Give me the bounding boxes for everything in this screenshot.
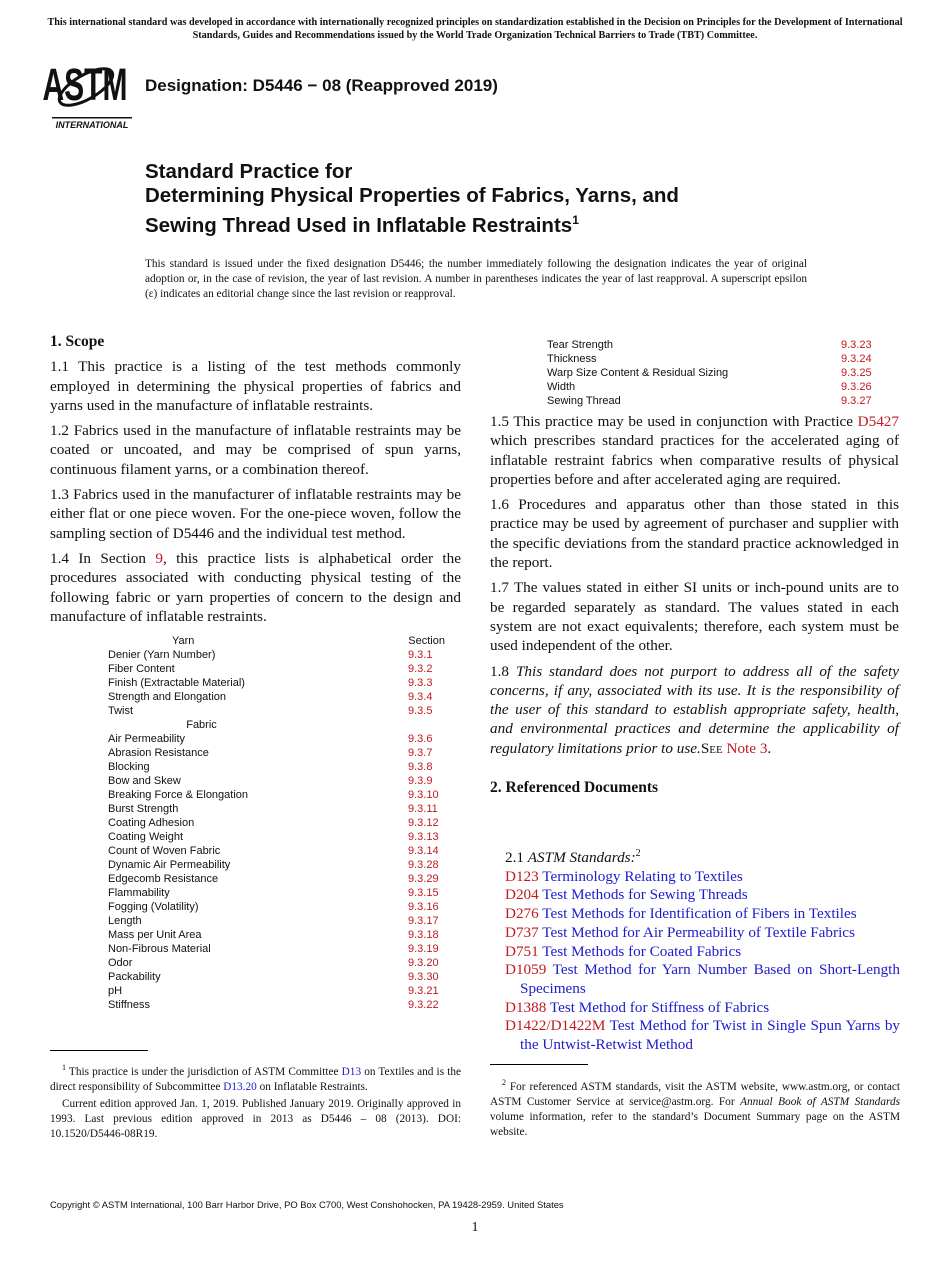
- footnote-2: [490, 1075, 900, 1142]
- text: on Inflatable Restraints.: [256, 1080, 368, 1093]
- table-row: [108, 788, 445, 802]
- standard-code-link[interactable]: D276: [505, 905, 539, 923]
- footnote-ref: 1: [572, 213, 579, 227]
- property-name: Tear Strength: [547, 339, 614, 351]
- table-row: [547, 380, 875, 394]
- section-link[interactable]: 9.3.19: [408, 943, 439, 956]
- text: 1.8: [490, 662, 516, 680]
- footnote-divider: [50, 1050, 148, 1051]
- section-link[interactable]: 9.3.28: [408, 859, 439, 872]
- text: ASTM Standards:: [527, 849, 636, 867]
- section-link[interactable]: 9.3.18: [408, 929, 439, 942]
- paragraph: 1.6 Procedures and apparatus other than those stated in this practice may be used by agreement of purchaser and supplier with the specific deviations from the standard practice acknowledged in the report.: [490, 496, 899, 572]
- section-link[interactable]: 9.3.23: [841, 339, 872, 351]
- standard-code-link[interactable]: D1422/D1422M: [505, 1017, 606, 1035]
- paragraph: [490, 662, 899, 758]
- referenced-documents: [505, 845, 900, 1055]
- property-table: [50, 634, 445, 1012]
- reference-item: [505, 924, 900, 943]
- table-row: [108, 900, 445, 914]
- table-row: [108, 872, 445, 886]
- standard-code-link[interactable]: D737: [505, 923, 539, 941]
- standard-title-link[interactable]: Test Methods for Coated Fabrics: [542, 942, 742, 960]
- paragraph: [50, 549, 461, 626]
- svg-text:INTERNATIONAL: INTERNATIONAL: [55, 120, 129, 130]
- section-link[interactable]: 9.3.13: [408, 831, 439, 844]
- standard-code-link[interactable]: D751: [505, 942, 539, 960]
- svg-text:ASTM: ASTM: [42, 59, 128, 111]
- section-link[interactable]: 9.3.5: [408, 705, 433, 718]
- paragraph: 1.1 This practice is a listing of the test methods commonly employed in determining the physical properties of fabrics and yarns used in the manufacture of inflatable restraints.: [50, 358, 461, 414]
- right-column: [490, 412, 899, 803]
- paragraph: [490, 412, 899, 489]
- property-name: Edgecomb Resistance: [108, 873, 219, 886]
- property-name: Odor: [108, 957, 133, 970]
- table-row: [108, 662, 445, 676]
- committee-link[interactable]: D13: [341, 1065, 362, 1078]
- standard-code-link[interactable]: D1059: [505, 961, 547, 979]
- property-name: Stiffness: [108, 999, 150, 1012]
- paragraph: 1.3 Fabrics used in the manufacturer of inflatable restraints may be either flat or one piece woven. For the one-piece woven, follow the sampling section of D5446 and the individual test method.: [50, 486, 461, 542]
- edition-note: Current edition approved Jan. 1, 2019. Published January 2019. Originally approved in 1993. Last previous edition approved in 2013 as D5446 – 08 (2013). DOI: 10.1520/D5446-08R19.: [50, 1097, 461, 1140]
- standard-title-link[interactable]: Test Method for Stiffness of Fabrics: [549, 998, 770, 1016]
- issuance-note: This standard is issued under the fixed designation D5446; the number immediately following the designation indicates the year of original adoption or, in the case of revision, the year of last revision. A number in parentheses indicates the year of last reapproval. A superscript epsilon (ε) indicates an editorial change since the last revision or reapproval.: [145, 258, 807, 300]
- property-name: Coating Weight: [108, 831, 184, 844]
- table-row: [547, 352, 875, 366]
- table-row: [108, 690, 445, 704]
- title-line: Sewing Thread Used in Inflatable Restraints: [145, 213, 573, 237]
- property-name: pH: [108, 985, 123, 998]
- property-name: Breaking Force & Elongation: [108, 789, 249, 802]
- table-row: [108, 760, 445, 774]
- reference-item: [505, 886, 900, 905]
- table-row: [108, 844, 445, 858]
- property-name: Denier (Yarn Number): [108, 649, 216, 662]
- paragraph: 1.7 The values stated in either SI units or inch-pound units are to be regarded separately as standard. The values stated in each system are not exact equivalents; therefore, each system must be used independent of the other.: [490, 579, 899, 655]
- reference-item: [505, 961, 900, 998]
- designation: Designation: D5446 − 08 (Reapproved 2019): [145, 76, 498, 95]
- table-row: [547, 394, 875, 408]
- table-row: [108, 774, 445, 788]
- footnote-mark: 2: [502, 1078, 506, 1087]
- title-line: Determining Physical Properties of Fabrics, Yarns, and: [145, 184, 679, 207]
- property-name: Finish (Extractable Material): [108, 677, 245, 690]
- text: 1.5 This practice may be used in conjunction with Practice: [490, 413, 858, 430]
- text: Annual Book of ASTM Standards: [740, 1095, 900, 1108]
- table-row: [108, 732, 445, 746]
- left-column: [50, 332, 461, 1012]
- text: which prescribes standard practices for the accelerated aging of inflatable restraint fabrics when comparative results of physical properties before and after accelerated aging are required.: [490, 432, 899, 488]
- section-link[interactable]: 9.3.24: [841, 353, 872, 365]
- section-link[interactable]: 9.3.21: [408, 985, 439, 998]
- reference-item: [505, 943, 900, 962]
- standard-code-link[interactable]: D123: [505, 867, 539, 885]
- footnote-divider: [490, 1064, 588, 1065]
- standard-title-link[interactable]: Test Method for Twist in Single Spun Yarns by the Untwist-Retwist Method: [520, 1017, 901, 1054]
- table-row: [108, 928, 445, 942]
- text: 1.4 In Section: [50, 549, 156, 567]
- section-link[interactable]: 9.3.6: [408, 733, 433, 746]
- reference-item: [505, 999, 900, 1018]
- col-header: Yarn: [171, 635, 195, 648]
- standard-title-link[interactable]: Test Method for Yarn Number Based on Short-Length Specimens: [520, 961, 900, 997]
- subcommittee-link[interactable]: D13.20: [223, 1080, 257, 1093]
- property-name: Thickness: [547, 353, 597, 365]
- section-link[interactable]: 9.3.11: [408, 803, 438, 816]
- table-row: [108, 648, 445, 662]
- section-link[interactable]: 9.3.15: [408, 887, 439, 900]
- document-title: [145, 160, 865, 238]
- table-row: [108, 984, 445, 998]
- section-link[interactable]: 9.3.17: [408, 915, 439, 928]
- standard-title-link[interactable]: Test Methods for Identification of Fibers in Textiles: [542, 905, 857, 923]
- paragraph: 1.2 Fabrics used in the manufacture of inflatable restraints may be coated or uncoated, and may be comprised of spun yarns, continuous filament yarns, or a combination thereof.: [50, 422, 461, 478]
- text: 2.1: [505, 849, 528, 867]
- section-link[interactable]: 9.3.22: [408, 999, 439, 1012]
- astm-logo: [42, 55, 134, 133]
- table-row: [108, 830, 445, 844]
- table-row: [108, 970, 445, 984]
- property-name: Bow and Skew: [108, 775, 181, 788]
- property-name: Fiber Content: [108, 663, 175, 676]
- table-row: [108, 956, 445, 970]
- property-name: Blocking: [108, 761, 150, 774]
- section-link[interactable]: 9.3.4: [408, 691, 433, 704]
- property-name: Non-Fibrous Material: [108, 943, 211, 956]
- text: This practice is under the jurisdiction of ASTM Committee: [68, 1065, 342, 1078]
- section-link[interactable]: 9.3.12: [408, 817, 439, 830]
- property-name: Width: [547, 381, 576, 393]
- section-heading: 1. Scope: [50, 333, 105, 350]
- footnote-1: [50, 1060, 461, 1144]
- text: , this practice lists is alphabetical order the procedures associated with conducting physical testing of the following fabric or yarn properties of concern to the design and manufacture of inflatable restraints.: [50, 549, 461, 625]
- table-row: [108, 676, 445, 690]
- footnote-ref: 2: [635, 848, 641, 859]
- text: volume information, refer to the standard’s Document Summary page on the ASTM website.: [490, 1110, 900, 1138]
- section-link[interactable]: 9.3.3: [408, 677, 433, 690]
- property-table-continued: [547, 338, 875, 408]
- property-name: Coating Adhesion: [108, 817, 195, 830]
- reference-item: [505, 1017, 900, 1054]
- property-name: Abrasion Resistance: [108, 747, 209, 760]
- property-name: Strength and Elongation: [108, 691, 227, 704]
- section-link[interactable]: 9.3.26: [841, 381, 872, 393]
- table-row: [108, 886, 445, 900]
- table-row: [108, 914, 445, 928]
- text: on Textiles and is the direct responsibility of Subcommittee: [50, 1065, 462, 1093]
- title-line: Standard Practice for: [145, 160, 353, 183]
- table-row: [108, 816, 445, 830]
- section-link[interactable]: 9.3.14: [408, 845, 439, 858]
- property-name: Sewing Thread: [547, 395, 621, 407]
- section-link[interactable]: 9.3.7: [408, 747, 433, 760]
- section-link[interactable]: 9.3.1: [408, 649, 433, 662]
- table-row: [547, 338, 875, 352]
- standard-title-link[interactable]: Terminology Relating to Textiles: [542, 867, 743, 885]
- section-link[interactable]: 9.3.20: [408, 957, 439, 970]
- note-link[interactable]: Note 3: [726, 739, 768, 757]
- section-link[interactable]: 9.3.16: [408, 901, 439, 914]
- standard-title-link[interactable]: Test Methods for Sewing Threads: [542, 886, 748, 904]
- section-link[interactable]: 9.3.2: [408, 663, 433, 676]
- standard-code-link[interactable]: D204: [505, 886, 539, 904]
- footnote-mark: 1: [62, 1063, 66, 1072]
- section-link[interactable]: 9.3.29: [408, 873, 439, 886]
- section-link[interactable]: 9.3.8: [408, 761, 433, 774]
- property-name: Fogging (Volatility): [108, 901, 199, 914]
- wto-notice: This international standard was developed in accordance with internationally recognized principles on standardization established in the Decision on Principles for the Development of International Standards, Guides and Recommendations issued by the World Trade Organization Technical Barriers to Trade (TBT) Committee.: [47, 17, 903, 41]
- copyright: Copyright © ASTM International, 100 Barr Harbor Drive, PO Box C700, West Conshohocken, PA 19428-2959. United States: [50, 1199, 564, 1210]
- property-name: Air Permeability: [108, 733, 186, 746]
- text: For referenced ASTM standards, visit the ASTM website, www.astm.org, or contact ASTM Customer Service at service@astm.org. For: [490, 1080, 900, 1108]
- table-row: [108, 802, 445, 816]
- col-header: Section: [408, 635, 445, 648]
- table-row: [108, 998, 445, 1012]
- table-row: [108, 704, 445, 718]
- table-row: [108, 858, 445, 872]
- text: See: [700, 739, 727, 757]
- section-link[interactable]: 9.3.30: [408, 971, 439, 984]
- table-row: [108, 746, 445, 760]
- property-name: Count of Woven Fabric: [108, 845, 221, 858]
- section-link[interactable]: 9.3.9: [408, 775, 433, 788]
- property-name: Flammability: [108, 887, 170, 900]
- reference-item: [505, 905, 900, 924]
- table-row: [108, 942, 445, 956]
- text: This standard does not purport to address all of the safety concerns, if any, associated with its use. It is the responsibility of the user of this standard to establish appropriate safety, health, and environmental practices and determine the applicability of regulatory limitations prior to use.: [490, 662, 900, 757]
- text: .: [767, 739, 772, 757]
- property-name: Dynamic Air Permeability: [108, 859, 231, 872]
- property-name: Warp Size Content & Residual Sizing: [547, 367, 729, 379]
- section-heading: 2. Referenced Documents: [490, 779, 659, 797]
- property-name: Twist: [108, 705, 134, 718]
- subheading: [505, 845, 900, 868]
- property-name: Mass per Unit Area: [108, 929, 202, 942]
- standard-code-link[interactable]: D1388: [505, 998, 547, 1016]
- reference-item: [505, 868, 900, 887]
- property-name: Burst Strength: [108, 803, 179, 816]
- section-link[interactable]: 9.3.25: [841, 367, 872, 379]
- property-name: Length: [108, 915, 142, 928]
- section-link[interactable]: 9.3.27: [841, 395, 872, 407]
- property-name: Packability: [108, 971, 161, 984]
- table-row: [547, 366, 875, 380]
- standard-link[interactable]: D5427: [857, 413, 899, 430]
- group-label: Fabric: [186, 719, 217, 732]
- page-number: 1: [471, 1220, 479, 1235]
- standard-title-link[interactable]: Test Method for Air Permeability of Textile Fabrics: [542, 923, 855, 941]
- section-link[interactable]: 9.3.10: [408, 789, 439, 802]
- section-link[interactable]: 9: [155, 549, 163, 567]
